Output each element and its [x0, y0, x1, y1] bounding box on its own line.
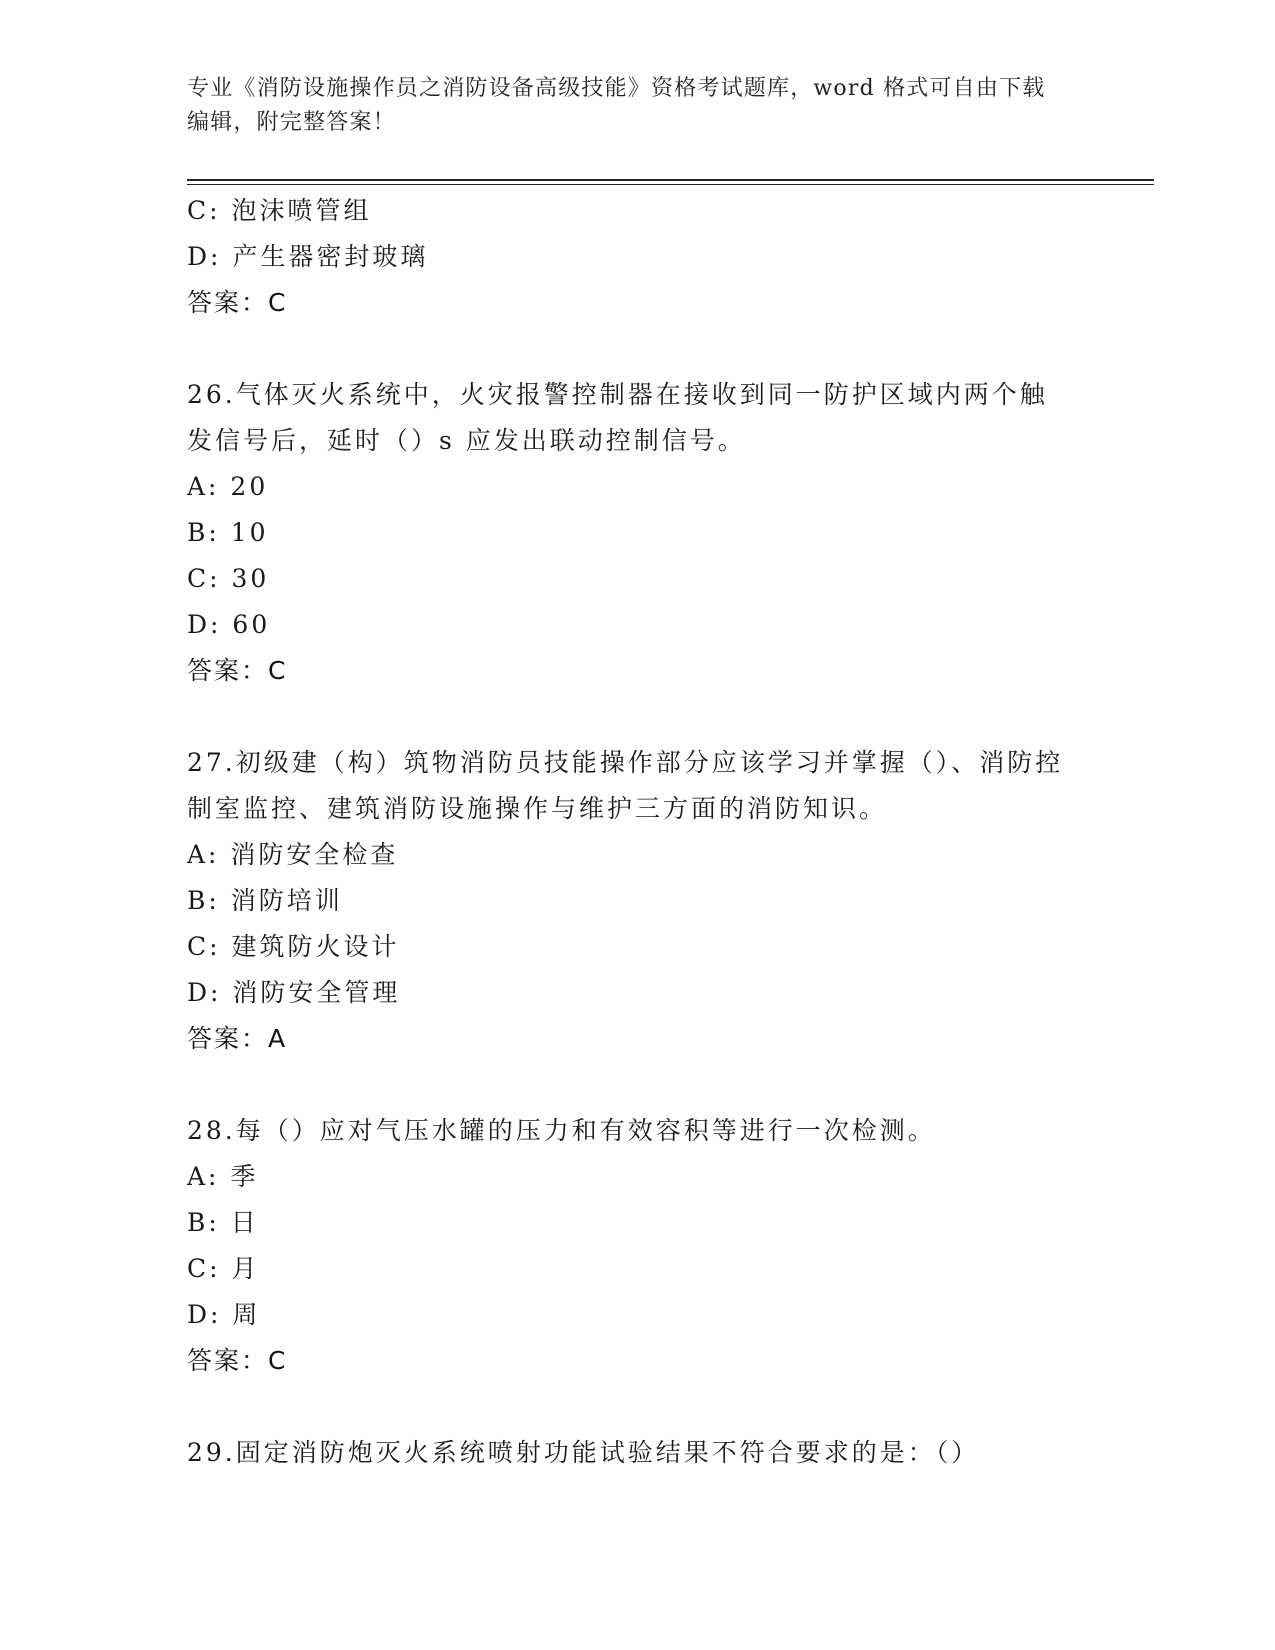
question-content [187, 188, 1087, 1476]
option-item: B: 10 [187, 518, 269, 547]
option-item: A: 消防安全检查 [187, 840, 399, 869]
answer-label: 答案：C [187, 1346, 288, 1375]
option-item: A: 季 [187, 1162, 259, 1191]
option-item: D: 60 [187, 610, 271, 639]
option-item: D: 消防安全管理 [187, 978, 401, 1007]
option-item: C: 建筑防火设计 [187, 932, 400, 961]
option-item: C: 泡沫喷管组 [187, 196, 372, 225]
question-26 [187, 372, 1087, 694]
header-rule-thick [187, 179, 1154, 181]
answer-label: 答案：C [187, 288, 288, 317]
question-27 [187, 740, 1087, 1062]
option-item: C: 30 [187, 564, 270, 593]
question-29 [187, 1430, 1087, 1476]
header-rule-thin [187, 184, 1154, 185]
question-text: 26.气体灭火系统中，火灾报警控制器在接收到同一防护区域内两个触发信号后，延时（）s 应发出联动控制信号。 [187, 380, 1048, 455]
option-item: B: 日 [187, 1208, 259, 1237]
answer-label: 答案：A [187, 1024, 288, 1053]
page-header: 专业《消防设施操作员之消防设备高级技能》资格考试题库，word 格式可自由下载编辑，附完整答案！ [187, 76, 1046, 135]
option-item: D: 周 [187, 1300, 261, 1329]
option-item: A: 20 [187, 472, 269, 501]
option-item: D: 产生器密封玻璃 [187, 242, 429, 271]
option-item: C: 月 [187, 1254, 260, 1283]
question-text: 27.初级建（构）筑物消防员技能操作部分应该学习并掌握（）、消防控制室监控、建筑消防设施操作与维护三方面的消防知识。 [187, 748, 1064, 823]
answer-label: 答案：C [187, 656, 288, 685]
option-item: B: 消防培训 [187, 886, 343, 915]
question-28 [187, 1108, 1087, 1384]
question-text: 29.固定消防炮灭火系统喷射功能试验结果不符合要求的是：（） [187, 1438, 980, 1467]
question-text: 28.每（）应对气压水罐的压力和有效容积等进行一次检测。 [187, 1116, 936, 1145]
